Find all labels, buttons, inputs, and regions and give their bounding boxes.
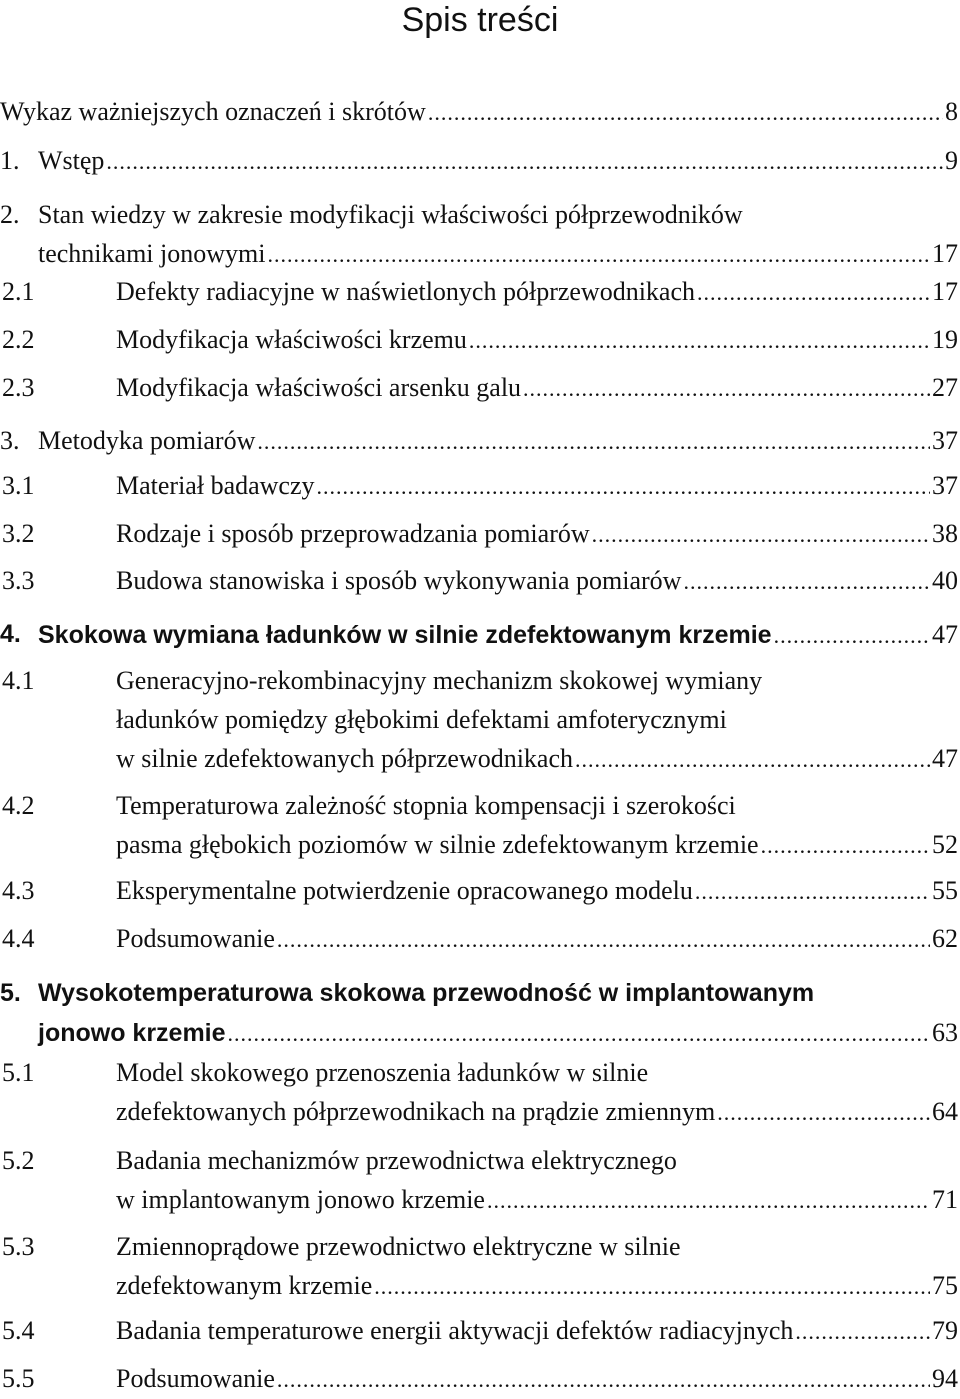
dot-leader [374, 1267, 930, 1306]
dot-leader [277, 920, 930, 959]
dot-leader [228, 1014, 930, 1053]
toc-page-number: 38 [932, 519, 958, 548]
toc-entry-number: 4. [0, 620, 21, 648]
toc-entry [0, 974, 958, 1053]
toc-page-number: 63 [932, 1018, 958, 1047]
toc-entry-title-line: Badania mechanizmów przewodnictwa elektrycznego [116, 1146, 677, 1175]
toc-entry-title-line: Generacyjno-rekombinacyjny mechanizm skokowej wymiany [116, 666, 763, 695]
toc-entry-title-line: Materiał badawczy [116, 471, 315, 500]
toc-page-number: 64 [932, 1097, 958, 1126]
toc-page-number: 79 [932, 1316, 958, 1345]
toc-page-number: 71 [932, 1185, 958, 1214]
toc-entry [0, 871, 958, 911]
toc-entry [0, 1227, 958, 1306]
toc-entry-number: 5.1 [2, 1058, 35, 1087]
dot-leader [469, 321, 930, 360]
toc-page-number: 52 [932, 830, 958, 859]
toc-entry-title-line: zdefektowanym krzemie [116, 1271, 373, 1300]
toc-page-number: 19 [932, 325, 958, 354]
toc-page-number: 40 [932, 566, 958, 595]
toc-page-number: 9 [945, 146, 958, 175]
toc-entry [0, 561, 958, 601]
dot-leader [523, 369, 930, 408]
toc-entry-number: 2.2 [2, 325, 35, 354]
toc-entry-title-line: Budowa stanowiska i sposób wykonywania pomiarów [116, 566, 682, 595]
toc-entry-title-line: Eksperymentalne potwierdzenie opracowanego modelu [116, 876, 693, 905]
toc-entry [0, 92, 958, 132]
toc-page-number: 94 [932, 1364, 958, 1393]
toc-entry-title-line: Wysokotemperaturowa skokowa przewodność w implantowanym [38, 979, 815, 1007]
toc-page-number: 27 [932, 373, 958, 402]
dot-leader [487, 1181, 930, 1220]
dot-leader [683, 562, 930, 601]
dot-leader [106, 142, 943, 181]
toc-page-number: 47 [932, 620, 958, 649]
dot-leader [795, 1312, 930, 1351]
toc-entry-title-line: Defekty radiacyjne w naświetlonych półprzewodnikach [116, 277, 696, 306]
toc-page-number: 17 [932, 239, 958, 268]
toc-entry-number: 2.1 [2, 277, 35, 306]
toc-entry-title-line: Podsumowanie [116, 924, 275, 953]
toc-entry [0, 141, 958, 181]
toc-entry-title-line: jonowo krzemie [38, 1019, 226, 1047]
toc-entry-title-line: Modyfikacja właściwości krzemu [116, 325, 467, 354]
toc-entry [0, 661, 958, 779]
toc-entry [0, 320, 958, 360]
toc-entry-title-line: Podsumowanie [116, 1364, 275, 1393]
toc-entry-number: 4.4 [2, 924, 35, 953]
toc-entry-title-line: Wykaz ważniejszych oznaczeń i skrótów [0, 97, 426, 126]
toc-entry-number: 4.2 [2, 791, 35, 820]
toc-entry-number: 5.3 [2, 1232, 35, 1261]
dot-leader [257, 422, 930, 461]
toc-entry [0, 514, 958, 554]
dot-leader [774, 616, 930, 655]
toc-entry-title-line: w implantowanym jonowo krzemie [116, 1185, 485, 1214]
toc-entry [0, 195, 958, 274]
toc-entry-number: 3.3 [2, 566, 35, 595]
dot-leader [267, 235, 930, 274]
toc-entry-number: 2.3 [2, 373, 35, 402]
toc-entry-title-line: Rodzaje i sposób przeprowadzania pomiarów [116, 519, 590, 548]
toc-entry-number: 3.1 [2, 471, 35, 500]
toc-entry-title-line: zdefektowanych półprzewodnikach na prądzie zmiennym [116, 1097, 716, 1126]
toc-page-number: 62 [932, 924, 958, 953]
toc-entry [0, 1311, 958, 1351]
toc-page-number: 55 [932, 876, 958, 905]
toc-page-number: 75 [932, 1271, 958, 1300]
toc-entry-number: 2. [0, 200, 20, 229]
toc-entry [0, 466, 958, 506]
page-title: Spis treści [401, 1, 559, 39]
toc-entry-number: 4.1 [2, 666, 35, 695]
toc-entry [0, 368, 958, 408]
toc-entry-number: 3.2 [2, 519, 35, 548]
toc-entry-number: 1. [0, 146, 20, 175]
dot-leader [761, 826, 930, 865]
toc-entry-title-line: technikami jonowymi [38, 239, 266, 268]
toc-page-number: 8 [945, 97, 958, 126]
toc-entry-title-line: Zmiennoprądowe przewodnictwo elektryczne w silnie [116, 1232, 681, 1261]
toc-entry [0, 786, 958, 865]
toc-page-number: 37 [932, 426, 958, 455]
dot-leader [695, 872, 930, 911]
toc-entry-title-line: Temperaturowa zależność stopnia kompensacji i szerokości [116, 791, 736, 820]
toc-entry-title-line: Skokowa wymiana ładunków w silnie zdefektowanym krzemie [38, 621, 772, 649]
toc-page-number: 37 [932, 471, 958, 500]
toc-entry-title-line: pasma głębokich poziomów w silnie zdefektowanym krzemie [116, 830, 759, 859]
toc-entry [0, 615, 958, 655]
toc-entry [0, 919, 958, 959]
toc-entry-number: 4.3 [2, 876, 35, 905]
toc-entry-number: 5.5 [2, 1364, 35, 1393]
dot-leader [717, 1093, 930, 1132]
dot-leader [428, 93, 943, 132]
toc-entry [0, 1359, 958, 1399]
toc-entry-title-line: Metodyka pomiarów [38, 426, 256, 455]
toc-entry-title-line: ładunków pomiędzy głębokimi defektami amfoterycznymi [116, 705, 727, 734]
toc-entry-number: 5. [0, 979, 21, 1007]
toc-entry-number: 5.2 [2, 1146, 35, 1175]
toc-page-number: 17 [932, 277, 958, 306]
dot-leader [277, 1360, 930, 1399]
dot-leader [317, 467, 930, 506]
toc-entry-title-line: Badania temperaturowe energii aktywacji defektów radiacyjnych [116, 1316, 794, 1345]
dot-leader [592, 515, 930, 554]
toc-entry [0, 1141, 958, 1220]
toc-entry-title-line: w silnie zdefektowanych półprzewodnikach [116, 744, 574, 773]
toc-entry-title-line: Modyfikacja właściwości arsenku galu [116, 373, 522, 402]
toc-entry-number: 3. [0, 426, 20, 455]
toc-entry [0, 421, 958, 461]
toc-entry-title-line: Stan wiedzy w zakresie modyfikacji właściwości półprzewodników [38, 200, 743, 229]
toc-entry-title-line: Wstęp [38, 146, 105, 175]
dot-leader [697, 273, 930, 312]
toc-entry [0, 272, 958, 312]
toc-entry-number: 5.4 [2, 1316, 35, 1345]
toc-page-number: 47 [932, 744, 958, 773]
dot-leader [575, 740, 930, 779]
toc-entry [0, 1053, 958, 1132]
toc-entry-title-line: Model skokowego przenoszenia ładunków w silnie [116, 1058, 649, 1087]
